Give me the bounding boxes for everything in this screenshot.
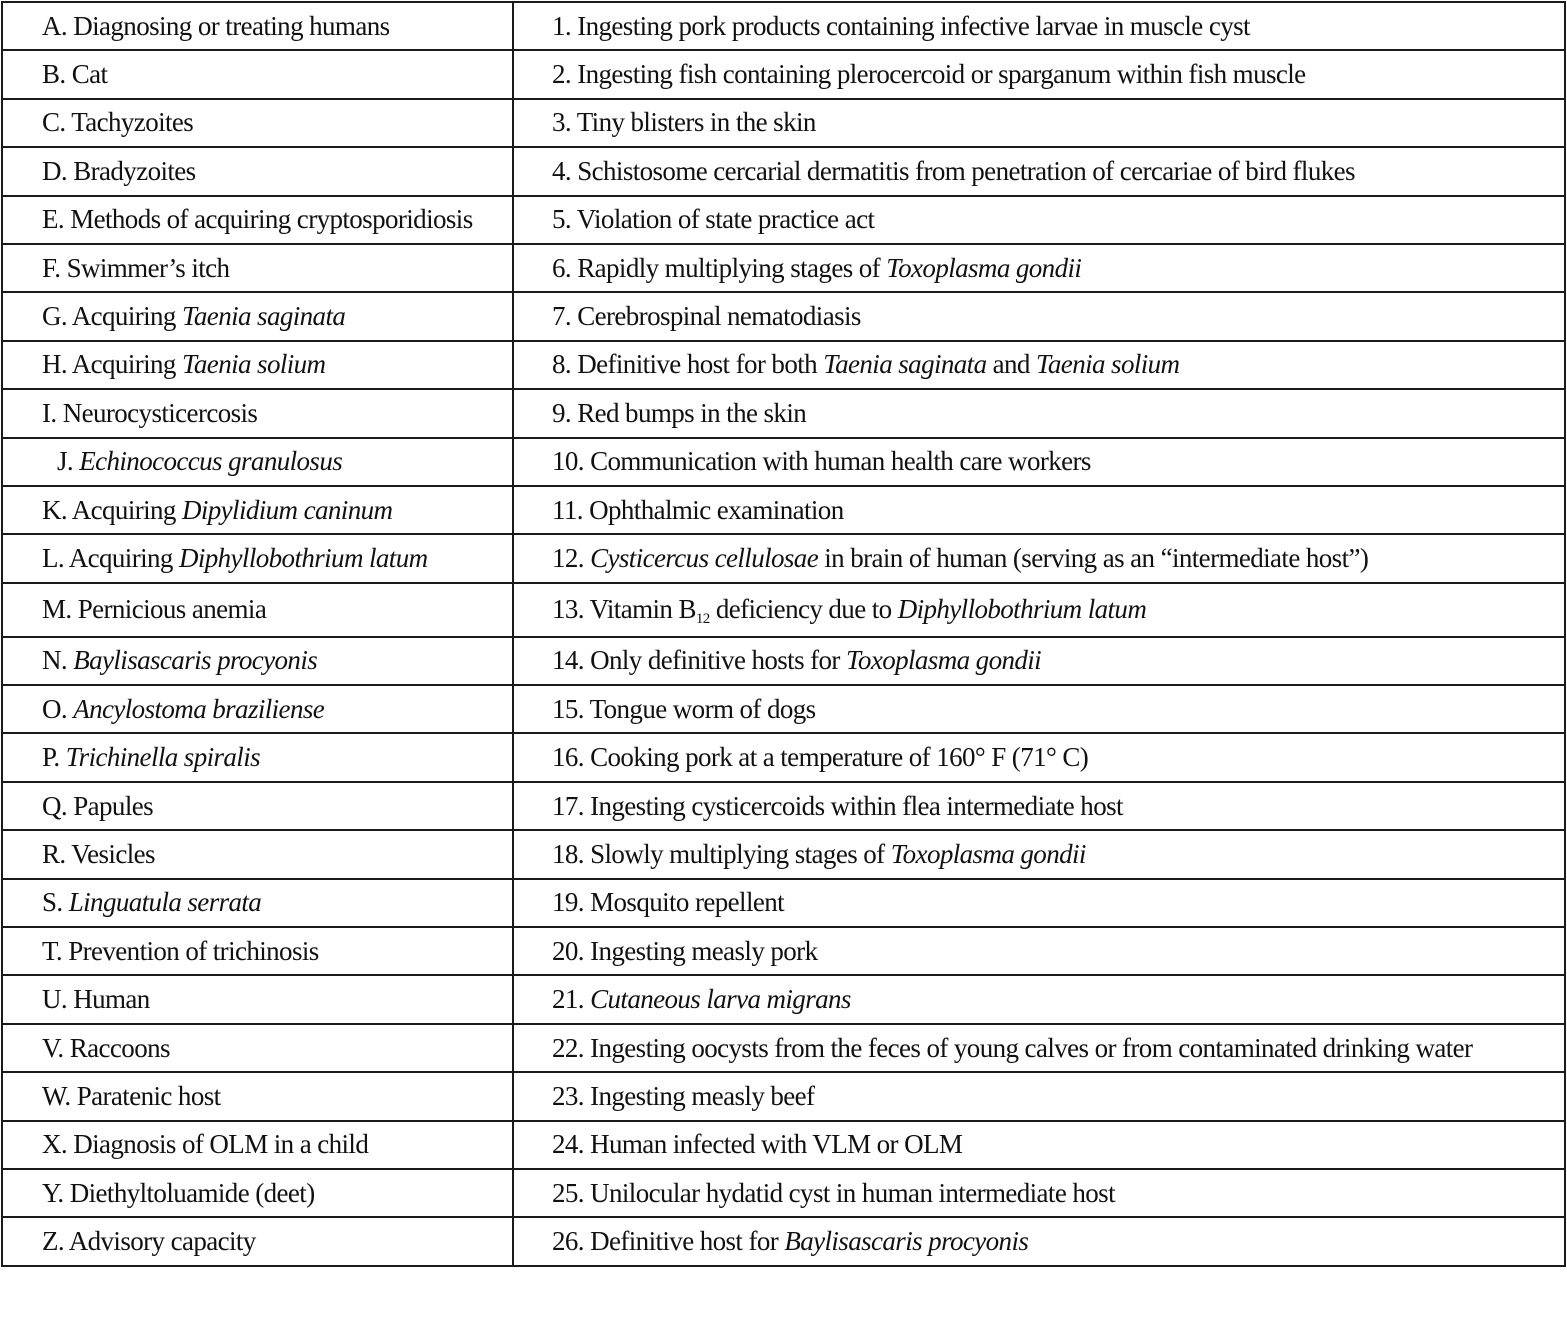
right-item: 15. Tongue worm of dogs: [513, 685, 1565, 733]
table-row: [2, 244, 1565, 292]
table-row: [2, 196, 1565, 244]
left-item: I. Neurocysticercosis: [2, 389, 513, 437]
right-item: 9. Red bumps in the skin: [513, 389, 1565, 437]
right-item: 2. Ingesting fish containing plerocercoid or sparganum within fish muscle: [513, 50, 1565, 98]
table-row: [2, 830, 1565, 878]
right-item: 12. Cysticercus cellulosae in brain of human (serving as an “intermediate host”): [513, 534, 1565, 582]
left-item: C. Tachyzoites: [2, 99, 513, 147]
table-row: [2, 341, 1565, 389]
left-item: E. Methods of acquiring cryptosporidiosis: [2, 196, 513, 244]
right-item: 1. Ingesting pork products containing infective larvae in muscle cyst: [513, 2, 1565, 50]
table-row: [2, 389, 1565, 437]
table-row: [2, 583, 1565, 637]
table-row: [2, 99, 1565, 147]
left-item: D. Bradyzoites: [2, 147, 513, 195]
table-row: [2, 50, 1565, 98]
right-item: 23. Ingesting measly beef: [513, 1072, 1565, 1120]
left-item: J. Echinococcus granulosus: [2, 438, 513, 486]
table-row: [2, 1121, 1565, 1169]
table-row: [2, 975, 1565, 1023]
left-item: P. Trichinella spiralis: [2, 733, 513, 781]
table-row: [2, 879, 1565, 927]
table-row: [2, 486, 1565, 534]
left-item: M. Pernicious anemia: [2, 583, 513, 637]
table-row: [2, 292, 1565, 340]
right-item: 22. Ingesting oocysts from the feces of young calves or from contaminated drinking water: [513, 1024, 1565, 1072]
left-item: K. Acquiring Dipylidium caninum: [2, 486, 513, 534]
left-item: W. Paratenic host: [2, 1072, 513, 1120]
left-item: G. Acquiring Taenia saginata: [2, 292, 513, 340]
right-item: 20. Ingesting measly pork: [513, 927, 1565, 975]
table-row: [2, 733, 1565, 781]
left-item: Y. Diethyltoluamide (deet): [2, 1169, 513, 1217]
table-row: [2, 1169, 1565, 1217]
left-item: F. Swimmer’s itch: [2, 244, 513, 292]
right-item: 25. Unilocular hydatid cyst in human intermediate host: [513, 1169, 1565, 1217]
left-item: O. Ancylostoma braziliense: [2, 685, 513, 733]
right-item: 19. Mosquito repellent: [513, 879, 1565, 927]
left-item: T. Prevention of trichinosis: [2, 927, 513, 975]
table-row: [2, 637, 1565, 685]
right-item: 8. Definitive host for both Taenia saginata and Taenia solium: [513, 341, 1565, 389]
table-row: [2, 438, 1565, 486]
left-item: L. Acquiring Diphyllobothrium latum: [2, 534, 513, 582]
right-item: 26. Definitive host for Baylisascaris procyonis: [513, 1217, 1565, 1265]
left-item: X. Diagnosis of OLM in a child: [2, 1121, 513, 1169]
right-item: 13. Vitamin $B_{12}$ deficiency due to Diphyllobothrium latum: [513, 583, 1565, 637]
table-row: [2, 534, 1565, 582]
matching-table: [1, 1, 1566, 1267]
left-item: R. Vesicles: [2, 830, 513, 878]
left-item: S. Linguatula serrata: [2, 879, 513, 927]
left-item: N. Baylisascaris procyonis: [2, 637, 513, 685]
right-item: 10. Communication with human health care workers: [513, 438, 1565, 486]
left-item: Q. Papules: [2, 782, 513, 830]
right-item: 18. Slowly multiplying stages of Toxoplasma gondii: [513, 830, 1565, 878]
right-item: 21. Cutaneous larva migrans: [513, 975, 1565, 1023]
table-row: [2, 147, 1565, 195]
right-item: 7. Cerebrospinal nematodiasis: [513, 292, 1565, 340]
right-item: 24. Human infected with VLM or OLM: [513, 1121, 1565, 1169]
left-item: A. Diagnosing or treating humans: [2, 2, 513, 50]
table-row: [2, 1024, 1565, 1072]
left-item: U. Human: [2, 975, 513, 1023]
right-item: 5. Violation of state practice act: [513, 196, 1565, 244]
table-row: [2, 1217, 1565, 1265]
right-item: 6. Rapidly multiplying stages of Toxoplasma gondii: [513, 244, 1565, 292]
right-item: 14. Only definitive hosts for Toxoplasma gondii: [513, 637, 1565, 685]
right-item: 3. Tiny blisters in the skin: [513, 99, 1565, 147]
left-item: H. Acquiring Taenia solium: [2, 341, 513, 389]
table-row: [2, 2, 1565, 50]
left-item: Z. Advisory capacity: [2, 1217, 513, 1265]
table-row: [2, 782, 1565, 830]
table-row: [2, 685, 1565, 733]
right-item: 16. Cooking pork at a temperature of 160° F (71° C): [513, 733, 1565, 781]
right-item: 17. Ingesting cysticercoids within flea intermediate host: [513, 782, 1565, 830]
table-row: [2, 927, 1565, 975]
right-item: 4. Schistosome cercarial dermatitis from penetration of cercariae of bird flukes: [513, 147, 1565, 195]
left-item: V. Raccoons: [2, 1024, 513, 1072]
left-item: B. Cat: [2, 50, 513, 98]
right-item: 11. Ophthalmic examination: [513, 486, 1565, 534]
table-row: [2, 1072, 1565, 1120]
